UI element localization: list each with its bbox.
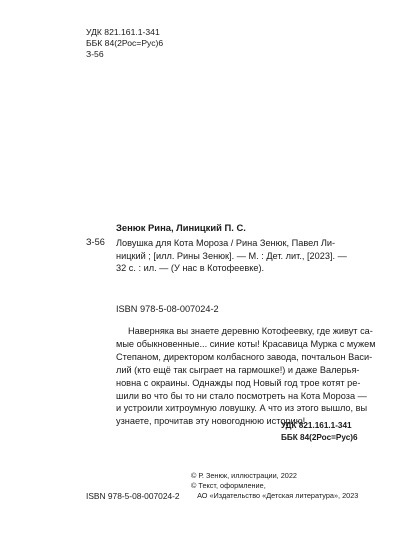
annotation-line: Степаном, директором колбасного завода, почтальон Васи-: [116, 351, 373, 362]
copyright-line: АО «Издательство «Детская литература», 2023: [191, 491, 359, 501]
udk-code-top: УДК 821.161.1-341: [86, 27, 160, 37]
annotation: [116, 325, 376, 428]
isbn-footer: ISBN 978-5-08-007024-2: [86, 491, 180, 501]
biblio-line: ницкий ; [илл. Рины Зенюк]. — М. : Дет. лит., [2023]. —: [116, 250, 347, 261]
annotation-line: новна с окраины. Однажды под Новый год трое котят ре-: [116, 377, 361, 388]
copyright-block: [191, 471, 358, 502]
author-mark-entry: З-56: [86, 237, 105, 247]
bottom-classification-codes: [281, 420, 358, 443]
annotation-line: лий (кто ещё так сыграет на гармошке!) и даже Валерья-: [116, 364, 360, 375]
author-heading: Зенюк Рина, Линицкий П. С.: [116, 222, 246, 233]
biblio-line: Ловушка для Кота Мороза / Рина Зенюк, Павел Ли-: [116, 238, 336, 248]
author-mark-top: З-56: [86, 49, 104, 59]
annotation-line: Наверняка вы знаете деревню Котофеевку, где живут са-: [128, 326, 373, 336]
bibliographic-description: [116, 237, 348, 275]
isbn-entry: ISBN 978-5-08-007024-2: [116, 304, 219, 314]
copyright-line: © Р. Зенюк, иллюстрации, 2022: [191, 471, 297, 480]
top-classification-codes: [86, 27, 163, 60]
annotation-line: мые обыкновенные... синие коты! Красавица Мурка с мужем: [116, 338, 376, 349]
annotation-line: шили во что бы то ни стало посмотреть на Кота Мороза —: [116, 390, 367, 401]
udk-code-bottom: УДК 821.161.1-341: [281, 421, 352, 430]
bbk-code-top: ББК 84(2Рос=Рус)6: [86, 38, 164, 48]
copyright-line: © Текст, оформление,: [191, 481, 266, 491]
bbk-code-bottom: ББК 84(2Рос=Рус)6: [281, 432, 358, 442]
annotation-line: узнаете, прочитав эту новогоднюю историю!: [116, 416, 306, 427]
biblio-line: 32 с. : ил. — (У нас в Котофеевке).: [116, 263, 265, 274]
annotation-line: и устроили хитроумную ловушку. А что из этого вышло, вы: [116, 403, 368, 414]
